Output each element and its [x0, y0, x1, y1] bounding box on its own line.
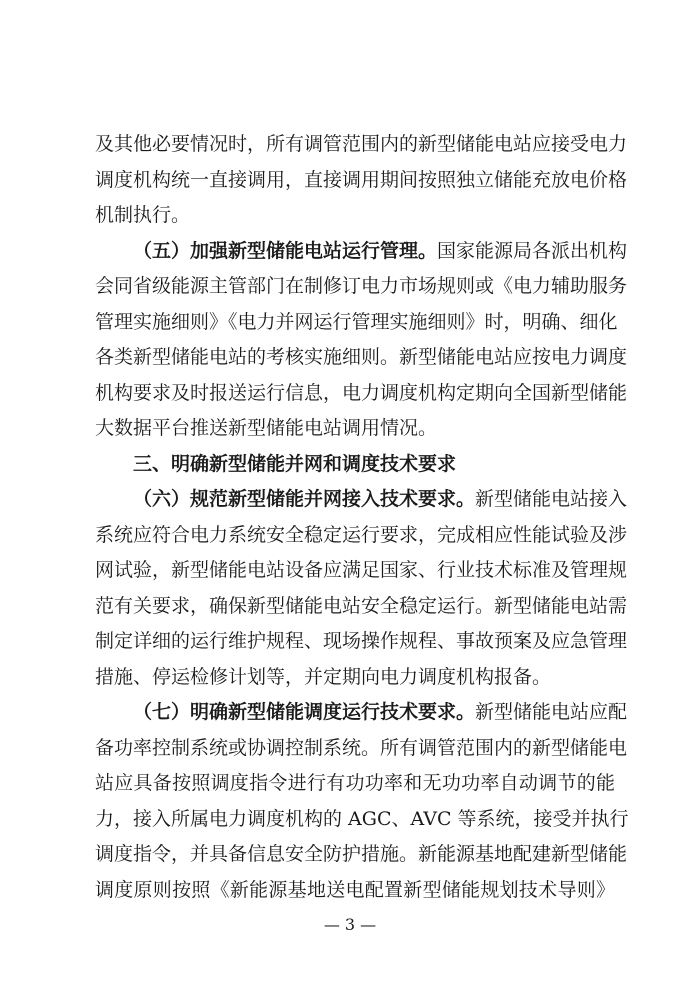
paragraph-2-line-3: 管理实施细则》《电力并网运行管理实施细则》时，明确、细化 — [95, 311, 618, 333]
paragraph-3-line-5: 制定详细的运行维护规程、现场操作规程、事故预案及应急管理 — [95, 630, 628, 652]
paragraph-3-line-1-rest: 新型储能电站接入 — [475, 488, 628, 510]
paragraph-2-line-1-rest: 国家能源局各派出机构 — [437, 240, 628, 262]
paragraph-4-line-2: 备功率控制系统或协调控制系统。所有调管范围内的新型储能电 — [95, 737, 628, 759]
paragraph-3-line-6: 措施、停运检修计划等，并定期向电力调度机构报备。 — [95, 666, 552, 688]
paragraph-1-line-1: 及其他必要情况时，所有调管范围内的新型储能电站应接受电力 — [95, 133, 628, 155]
paragraph-2-line-4: 各类新型储能电站的考核实施细则。新型储能电站应按电力调度 — [95, 346, 628, 368]
paragraph-4-lead: （七）明确新型储能调度运行技术要求。 — [133, 701, 476, 723]
paragraph-3-line-4: 范有关要求，确保新型储能电站安全稳定运行。新型储能电站需 — [95, 595, 628, 617]
paragraph-4-line-1-rest: 新型储能电站应配 — [475, 701, 628, 723]
paragraph-3-line-1 — [133, 485, 628, 513]
paragraph-2-lead: （五）加强新型储能电站运行管理。 — [133, 240, 438, 262]
paragraph-4-line-3: 站应具备按照调度指令进行有功功率和无功功率自动调节的能 — [95, 772, 615, 794]
paragraph-2-line-6: 大数据平台推送新型储能电站调用情况。 — [95, 417, 438, 439]
paragraph-2-line-2: 会同省级能源主管部门在制修订电力市场规则或《电力辅助服务 — [95, 275, 628, 297]
paragraph-4-line-6: 调度原则按照《新能源基地送电配置新型储能规划技术导则》 — [95, 879, 615, 901]
paragraph-2-line-1 — [133, 237, 628, 265]
paragraph-4-line-1 — [133, 698, 628, 726]
paragraph-1-line-2: 调度机构统一直接调用，直接调用期间按照独立储能充放电价格 — [95, 169, 628, 191]
page-number: — 3 — — [323, 915, 377, 934]
section-heading: 三、明确新型储能并网和调度技术要求 — [133, 453, 457, 475]
paragraph-2-line-5: 机构要求及时报送运行信息，电力调度机构定期向全国新型储能 — [95, 382, 628, 404]
paragraph-3-line-3: 网试验，新型储能电站设备应满足国家、行业技术标准及管理规 — [95, 559, 628, 581]
paragraph-4-line-5: 调度指令，并具备信息安全防护措施。新能源基地配建新型储能 — [95, 843, 628, 865]
paragraph-1-line-3: 机制执行。 — [95, 204, 191, 226]
paragraph-4-line-4: 力，接入所属电力调度机构的 AGC、AVC 等系统，接受并执行 — [95, 808, 629, 830]
paragraph-3-lead: （六）规范新型储能并网接入技术要求。 — [133, 488, 476, 510]
paragraph-3-line-2: 系统应符合电力系统安全稳定运行要求，完成相应性能试验及涉 — [95, 524, 628, 546]
